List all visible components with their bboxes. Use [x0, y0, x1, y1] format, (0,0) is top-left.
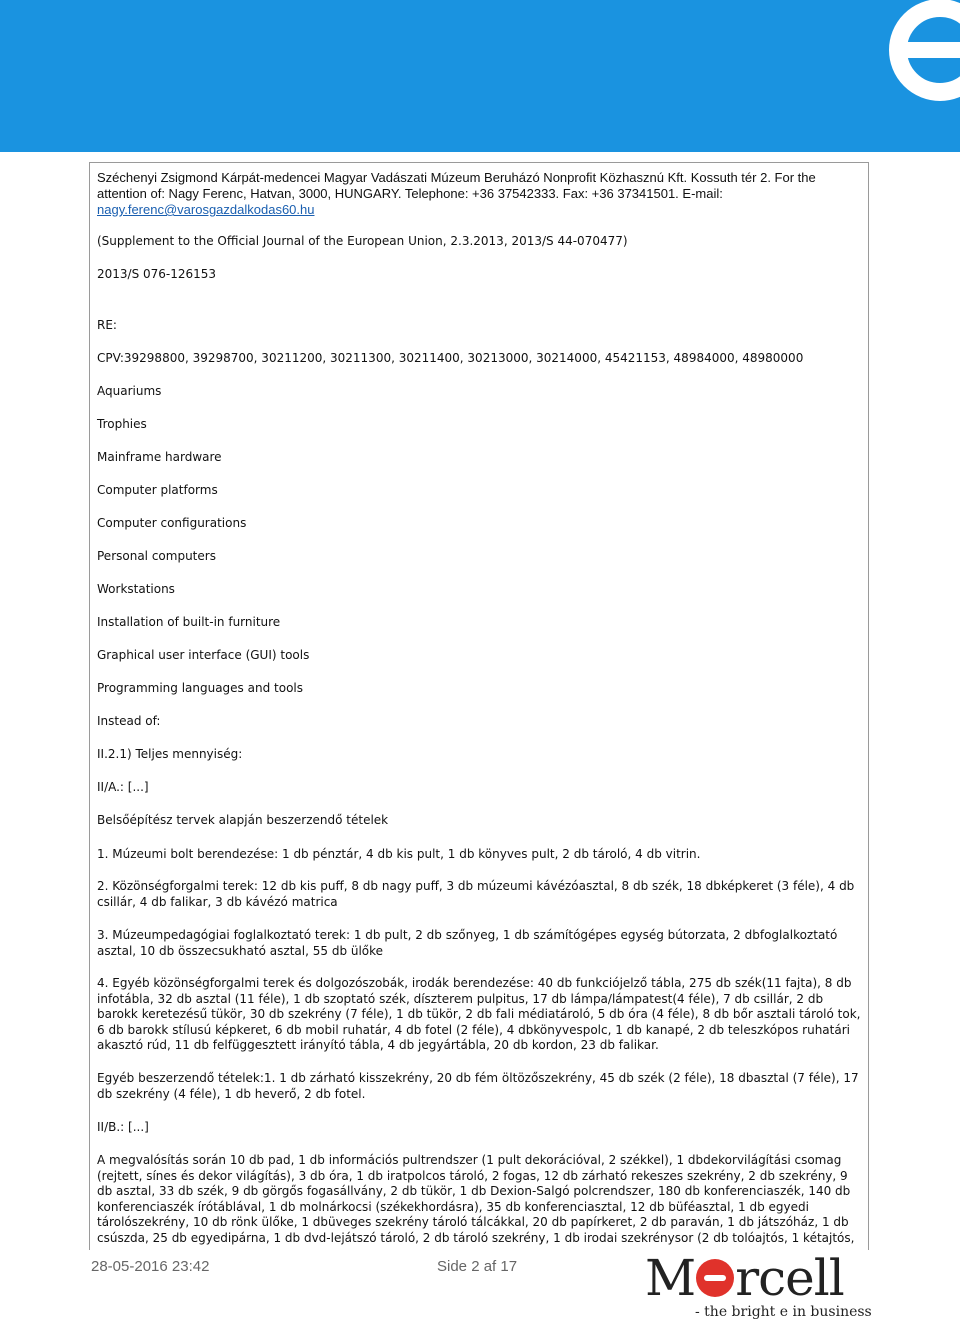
- brand-word-right: rcell: [735, 1249, 844, 1307]
- paragraph-1: 1. Múzeumi bolt berendezése: 1 db pénztár, 4 db kis pult, 1 db könyves pult, 2 db tároló, 4 db vitrin.: [97, 847, 701, 861]
- email-link[interactable]: nagy.ferenc@varosgazdalkodas60.hu: [97, 202, 315, 217]
- item-trophies: Trophies: [97, 417, 147, 431]
- document-frame: [89, 162, 869, 1250]
- logo-e-icon: [850, 0, 960, 110]
- item-computer-platforms: Computer platforms: [97, 483, 218, 497]
- footer-page-number: Side 2 af 17: [437, 1258, 518, 1275]
- section-ii-a: II/A.: [...]: [97, 780, 149, 794]
- contact-paragraph: [97, 170, 837, 218]
- item-personal-computers: Personal computers: [97, 549, 216, 563]
- cpv-codes: CPV:39298800, 39298700, 30211200, 30211300, 30211400, 30213000, 30214000, 45421153, 48984000, 48980000: [97, 351, 804, 365]
- paragraph-5: Egyéb beszerzendő tételek:1. 1 db zárható kisszekrény, 20 db fém öltözőszekrény, 45 db szék (2 féle), 18 dbasztal (7 féle), 17 db szekrény (4 féle), 1 db heverő, 2 db fotel.: [97, 1071, 859, 1101]
- header-band: [0, 0, 960, 152]
- interior-design-heading: Belsőépítész tervek alapján beszerzendő tételek: [97, 813, 389, 827]
- brand-word-left: M: [645, 1249, 696, 1307]
- item-mainframe-hardware: Mainframe hardware: [97, 450, 222, 464]
- item-aquariums: Aquariums: [97, 384, 162, 398]
- section-ii-b: II/B.: [...]: [97, 1120, 149, 1134]
- footer-date: 28-05-2016 23:42: [91, 1258, 210, 1275]
- item-programming-languages: Programming languages and tools: [97, 681, 303, 695]
- notice-number: 2013/S 076-126153: [97, 267, 217, 281]
- brand-e-icon: [696, 1259, 734, 1297]
- item-gui-tools: Graphical user interface (GUI) tools: [97, 648, 310, 662]
- re-label: RE:: [97, 318, 117, 332]
- paragraph-7: A megvalósítás során 10 db pad, 1 db információs pultrendszer (1 pult dekorációval, 2 székkel), 1 dbdekorvilágítási csomag (rejtett, sínes és dekor világítás), 3 db óra, 1 db iratpolcos tároló, 2 fogas, 12 db zárható rekeszes szekrény, 2 db szekrény, 9 db asztal, 33 db szék, 9 db görgős fogasállvány, 2 db tükör, 1 db Dexion-Salgó polcrendszer, 180 db konferenciaszék, 140 db konferenciaszék írótáblával, 1 db molnárkocsi (székekhordásra), 35 db konferenciasztal, 12 db büféasztal, 1 db egyedi tárolószekrény, 10 db rönk ülőke, 1 dbüveges szekrény tároló tálcákkal, 20 db papírkeret, 2 db paraván, 1 db játszóház, 1 db csúszda, 25 db egyedipárna, 1 db dvd-lejátszó tároló, 2 db tároló szekrény, 1 db irodai szekrénysor (2 db tolóajtós, 1 kétajtós,: [97, 1153, 855, 1245]
- supplement-line: (Supplement to the Official Journal of the European Union, 2.3.2013, 2013/S 44-070477): [97, 234, 628, 248]
- brand-wordmark: [645, 1249, 844, 1307]
- paragraph-3: 3. Múzeumpedagógiai foglalkoztató terek: 1 db pult, 2 db szőnyeg, 1 db számítógépes egység bútorzata, 2 dbfoglalkoztató asztal, 10 db összecsukható asztal, 55 db ülőke: [97, 928, 838, 958]
- section-ii-2-1: II.2.1) Teljes mennyiség:: [97, 747, 243, 761]
- paragraph-2: 2. Közönségforgalmi terek: 12 db kis puff, 8 db nagy puff, 3 db múzeumi kávézóasztal, 8 db szék, 18 dbképkeret (3 féle), 4 db csillár, 4 db falikar, 3 db kávézó matrica: [97, 879, 855, 909]
- item-computer-configurations: Computer configurations: [97, 516, 247, 530]
- brand-tagline: - the bright e in business: [695, 1304, 872, 1320]
- item-workstations: Workstations: [97, 582, 175, 596]
- item-built-in-furniture: Installation of built-in furniture: [97, 615, 281, 629]
- brand-logo: [645, 1249, 872, 1322]
- contact-text: Széchenyi Zsigmond Kárpát-medencei Magyar Vadászati Múzeum Beruházó Nonprofit Közhasznú Kft. Kossuth tér 2. For the attention of: Nagy Ferenc, Hatvan, 3000, HUNGARY. Telephone: +36 37542333. Fax: +36 37341501. E-mail:: [97, 170, 816, 201]
- instead-of-label: Instead of:: [97, 714, 161, 728]
- paragraph-4: 4. Egyéb közönségforgalmi terek és dolgozószobák, irodák berendezése: 40 db funkciójelző tábla, 275 db szék(11 fajta), 8 db infotábla, 32 db asztal (11 féle), 1 db szoptató szék, díszterem pulpitus, 17 db lámpa/lámpatest(4 féle), 7 db csillár, 2 db barokk keretezésű tükör, 30 db szekrény (7 féle), 1 db tükör, 2 db fali médiatároló, 5 db óra (4 féle), 8 db bőr asztali tároló tok, 6 db barokk stílusú képkeret, 6 db mobil ruhatár, 4 db fotel (2 féle), 4 dbkönyvespolc, 1 db kanapé, 2 db teleszkópos ruhatári akasztó rúd, 11 db felfüggesztett irányító tábla, 4 db jegyártábla, 20 db kordon, 23 db falikar.: [97, 976, 861, 1052]
